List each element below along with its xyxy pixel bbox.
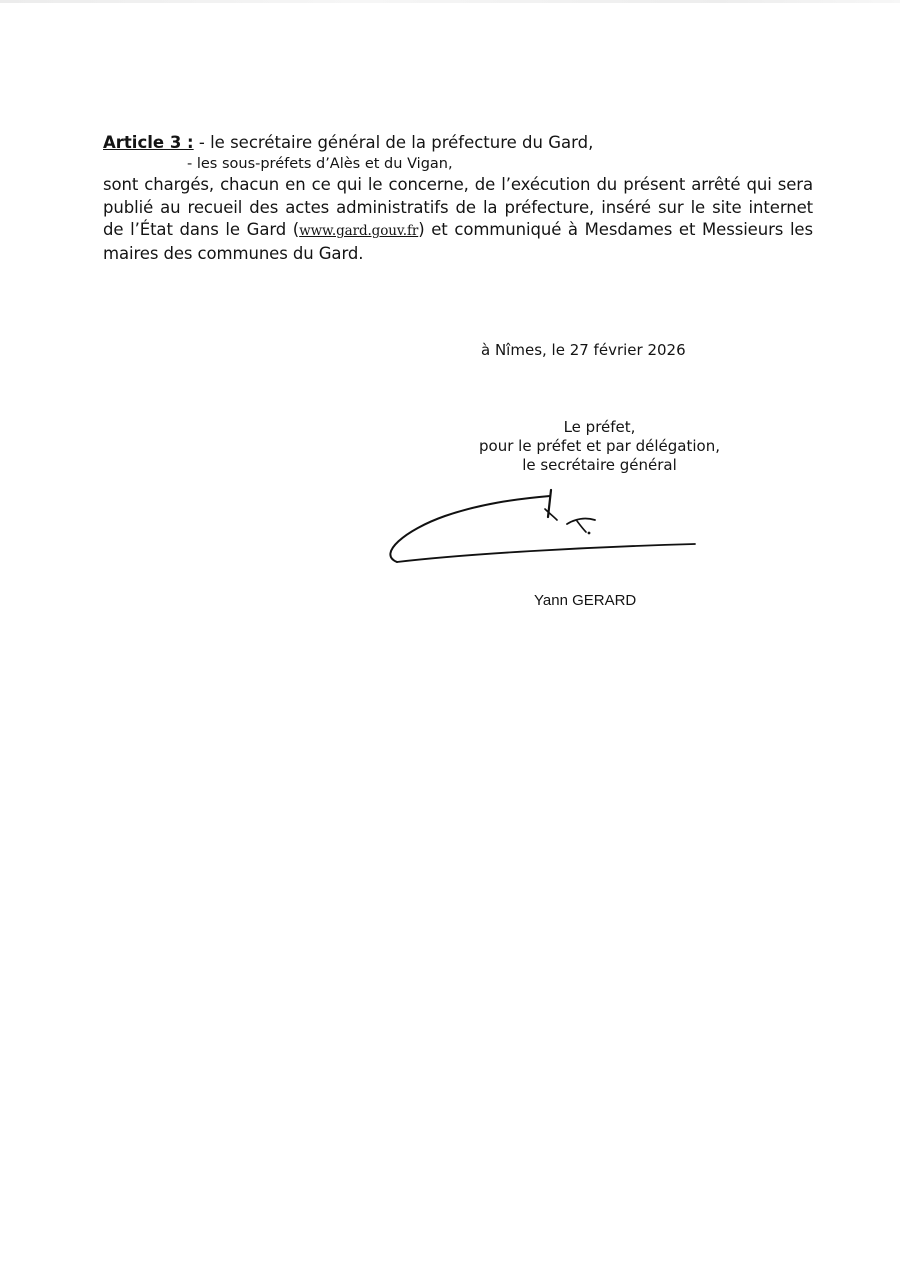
body-text-end: ) et communiqué à Mesdames et Messieurs les maires des communes du Gard. <box>103 220 813 263</box>
body-text-start: sont chargés, chacun en ce qui le concerne, de l’exécution du présent arrêté qui sera publié au recueil des actes administratifs de la préfecture, inséré sur le site internet de l’État dans le Gard ( <box>103 175 813 240</box>
article-item-2: - les sous-préfets d’Alès et du Vigan, <box>187 156 453 172</box>
place-and-date: à Nîmes, le 27 février 2026 <box>481 341 686 359</box>
signature-block <box>472 418 727 475</box>
article-label: Article 3 : <box>103 133 194 152</box>
website-link[interactable]: www.gard.gouv.fr <box>299 223 419 240</box>
signatory-name: Yann GERARD <box>534 592 637 609</box>
article-item-1: - le secrétaire général de la préfecture du Gard, <box>193 133 594 152</box>
signature-title: Le préfet, <box>563 418 636 436</box>
signature-role: le secrétaire général <box>522 456 677 474</box>
article-first-line <box>103 132 813 154</box>
article-body <box>103 174 813 265</box>
signature-delegation: pour le préfet et par délégation, <box>479 437 720 455</box>
article-3 <box>103 132 813 265</box>
scan-edge <box>0 0 900 3</box>
handwritten-signature <box>385 484 705 574</box>
